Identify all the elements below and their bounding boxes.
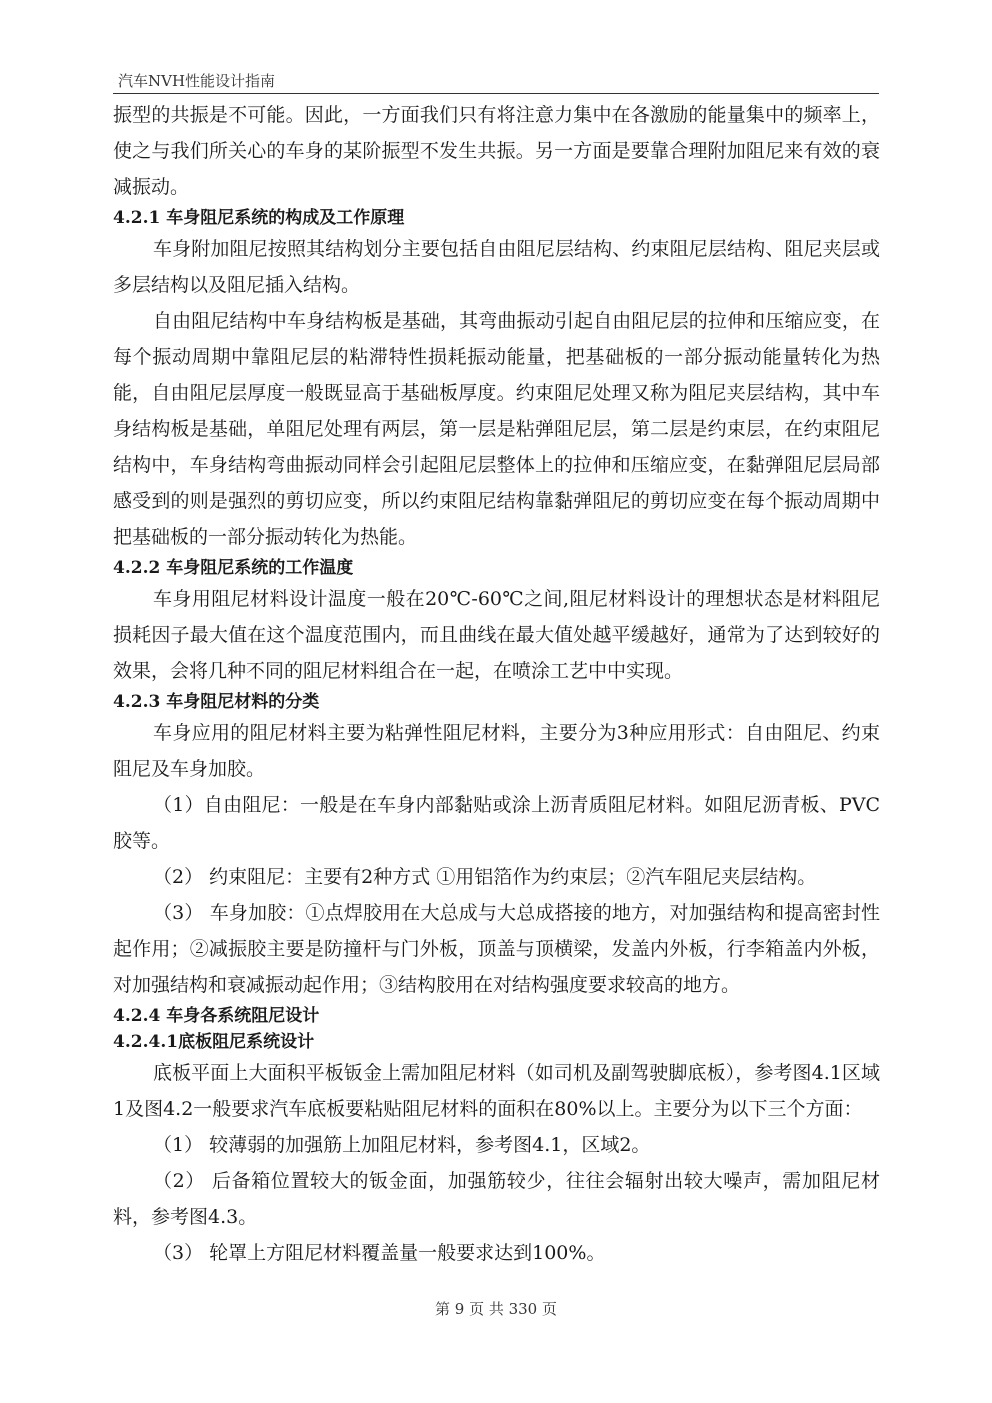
list-item: （3） 轮罩上方阻尼材料覆盖量一般要求达到100%。 (153, 1242, 606, 1264)
list-item: （1）自由阻尼：一般是在车身内部黏贴或涂上沥青质阻尼材料。如阻尼沥青板、PVC胶等。 (113, 794, 880, 852)
subsection-heading: 4.2.4.1底板阻尼系统设计 (113, 1032, 315, 1052)
section-heading: 4.2.4 车身各系统阻尼设计 (113, 1006, 320, 1026)
paragraph: 车身用阻尼材料设计温度一般在20℃-60℃之间,阻尼材料设计的理想状态是材料阻尼损耗因子最大值在这个温度范围内，而且曲线在最大值处越平缓越好，通常为了达到较好的效果，会将几种不同的阻尼材料组合在一起，在喷涂工艺中中实现。 (113, 588, 880, 682)
paragraph: 自由阻尼结构中车身结构板是基础，其弯曲振动引起自由阻尼层的拉伸和压缩应变，在每个振动周期中靠阻尼层的粘滞特性损耗振动能量，把基础板的一部分振动能量转化为热能，自由阻尼层厚度一般既显高于基础板厚度。约束阻尼处理又称为阻尼夹层结构，其中车身结构板是基础，单阻尼处理有两层，第一层是粘弹阻尼层，第二层是约束层，在约束阻尼结构中，车身结构弯曲振动同样会引起阻尼层整体上的拉伸和压缩应变，在黏弹阻尼层局部感受到的则是强烈的剪切应变，所以约束阻尼结构靠黏弹阻尼的剪切应变在每个振动周期中把基础板的一部分振动转化为热能。 (113, 310, 880, 548)
paragraph: 底板平面上大面积平板钣金上需加阻尼材料（如司机及副驾驶脚底板），参考图4.1区域1及图4.2一般要求汽车底板要粘贴阻尼材料的面积在80%以上。主要分为以下三个方面： (113, 1062, 880, 1120)
list-item: （3） 车身加胶：①点焊胶用在大总成与大总成搭接的地方，对加强结构和提高密封性起作用；②减振胶主要是防撞杆与门外板，顶盖与顶横梁，发盖内外板，行李箱盖内外板，对加强结构和衰减振动起作用；③结构胶用在对结构强度要求较高的地方。 (113, 902, 880, 996)
document-body (113, 97, 880, 1271)
list-item: （2） 约束阻尼：主要有2种方式 ①用铝箔作为约束层；②汽车阻尼夹层结构。 (153, 866, 817, 888)
running-header: 汽车NVH性能设计指南 (118, 72, 276, 90)
section-heading: 4.2.3 车身阻尼材料的分类 (113, 692, 320, 712)
list-item: （1） 较薄弱的加强筋上加阻尼材料，参考图4.1，区域2。 (153, 1134, 651, 1156)
section-heading: 4.2.1 车身阻尼系统的构成及工作原理 (113, 208, 405, 228)
page-number: 第 9 页 共 330 页 (434, 1300, 557, 1318)
header-divider (113, 93, 879, 94)
paragraph: 车身应用的阻尼材料主要为粘弹性阻尼材料，主要分为3种应用形式：自由阻尼、约束阻尼及车身加胶。 (113, 722, 880, 780)
list-item: （2） 后备箱位置较大的钣金面，加强筋较少，往往会辐射出较大噪声，需加阻尼材料，参考图4.3。 (113, 1170, 880, 1228)
section-heading: 4.2.2 车身阻尼系统的工作温度 (113, 558, 354, 578)
paragraph: 车身附加阻尼按照其结构划分主要包括自由阻尼层结构、约束阻尼层结构、阻尼夹层或多层结构以及阻尼插入结构。 (113, 238, 880, 296)
paragraph: 振型的共振是不可能。因此，一方面我们只有将注意力集中在各激励的能量集中的频率上，使之与我们所关心的车身的某阶振型不发生共振。另一方面是要靠合理附加阻尼来有效的衰减振动。 (113, 104, 880, 198)
